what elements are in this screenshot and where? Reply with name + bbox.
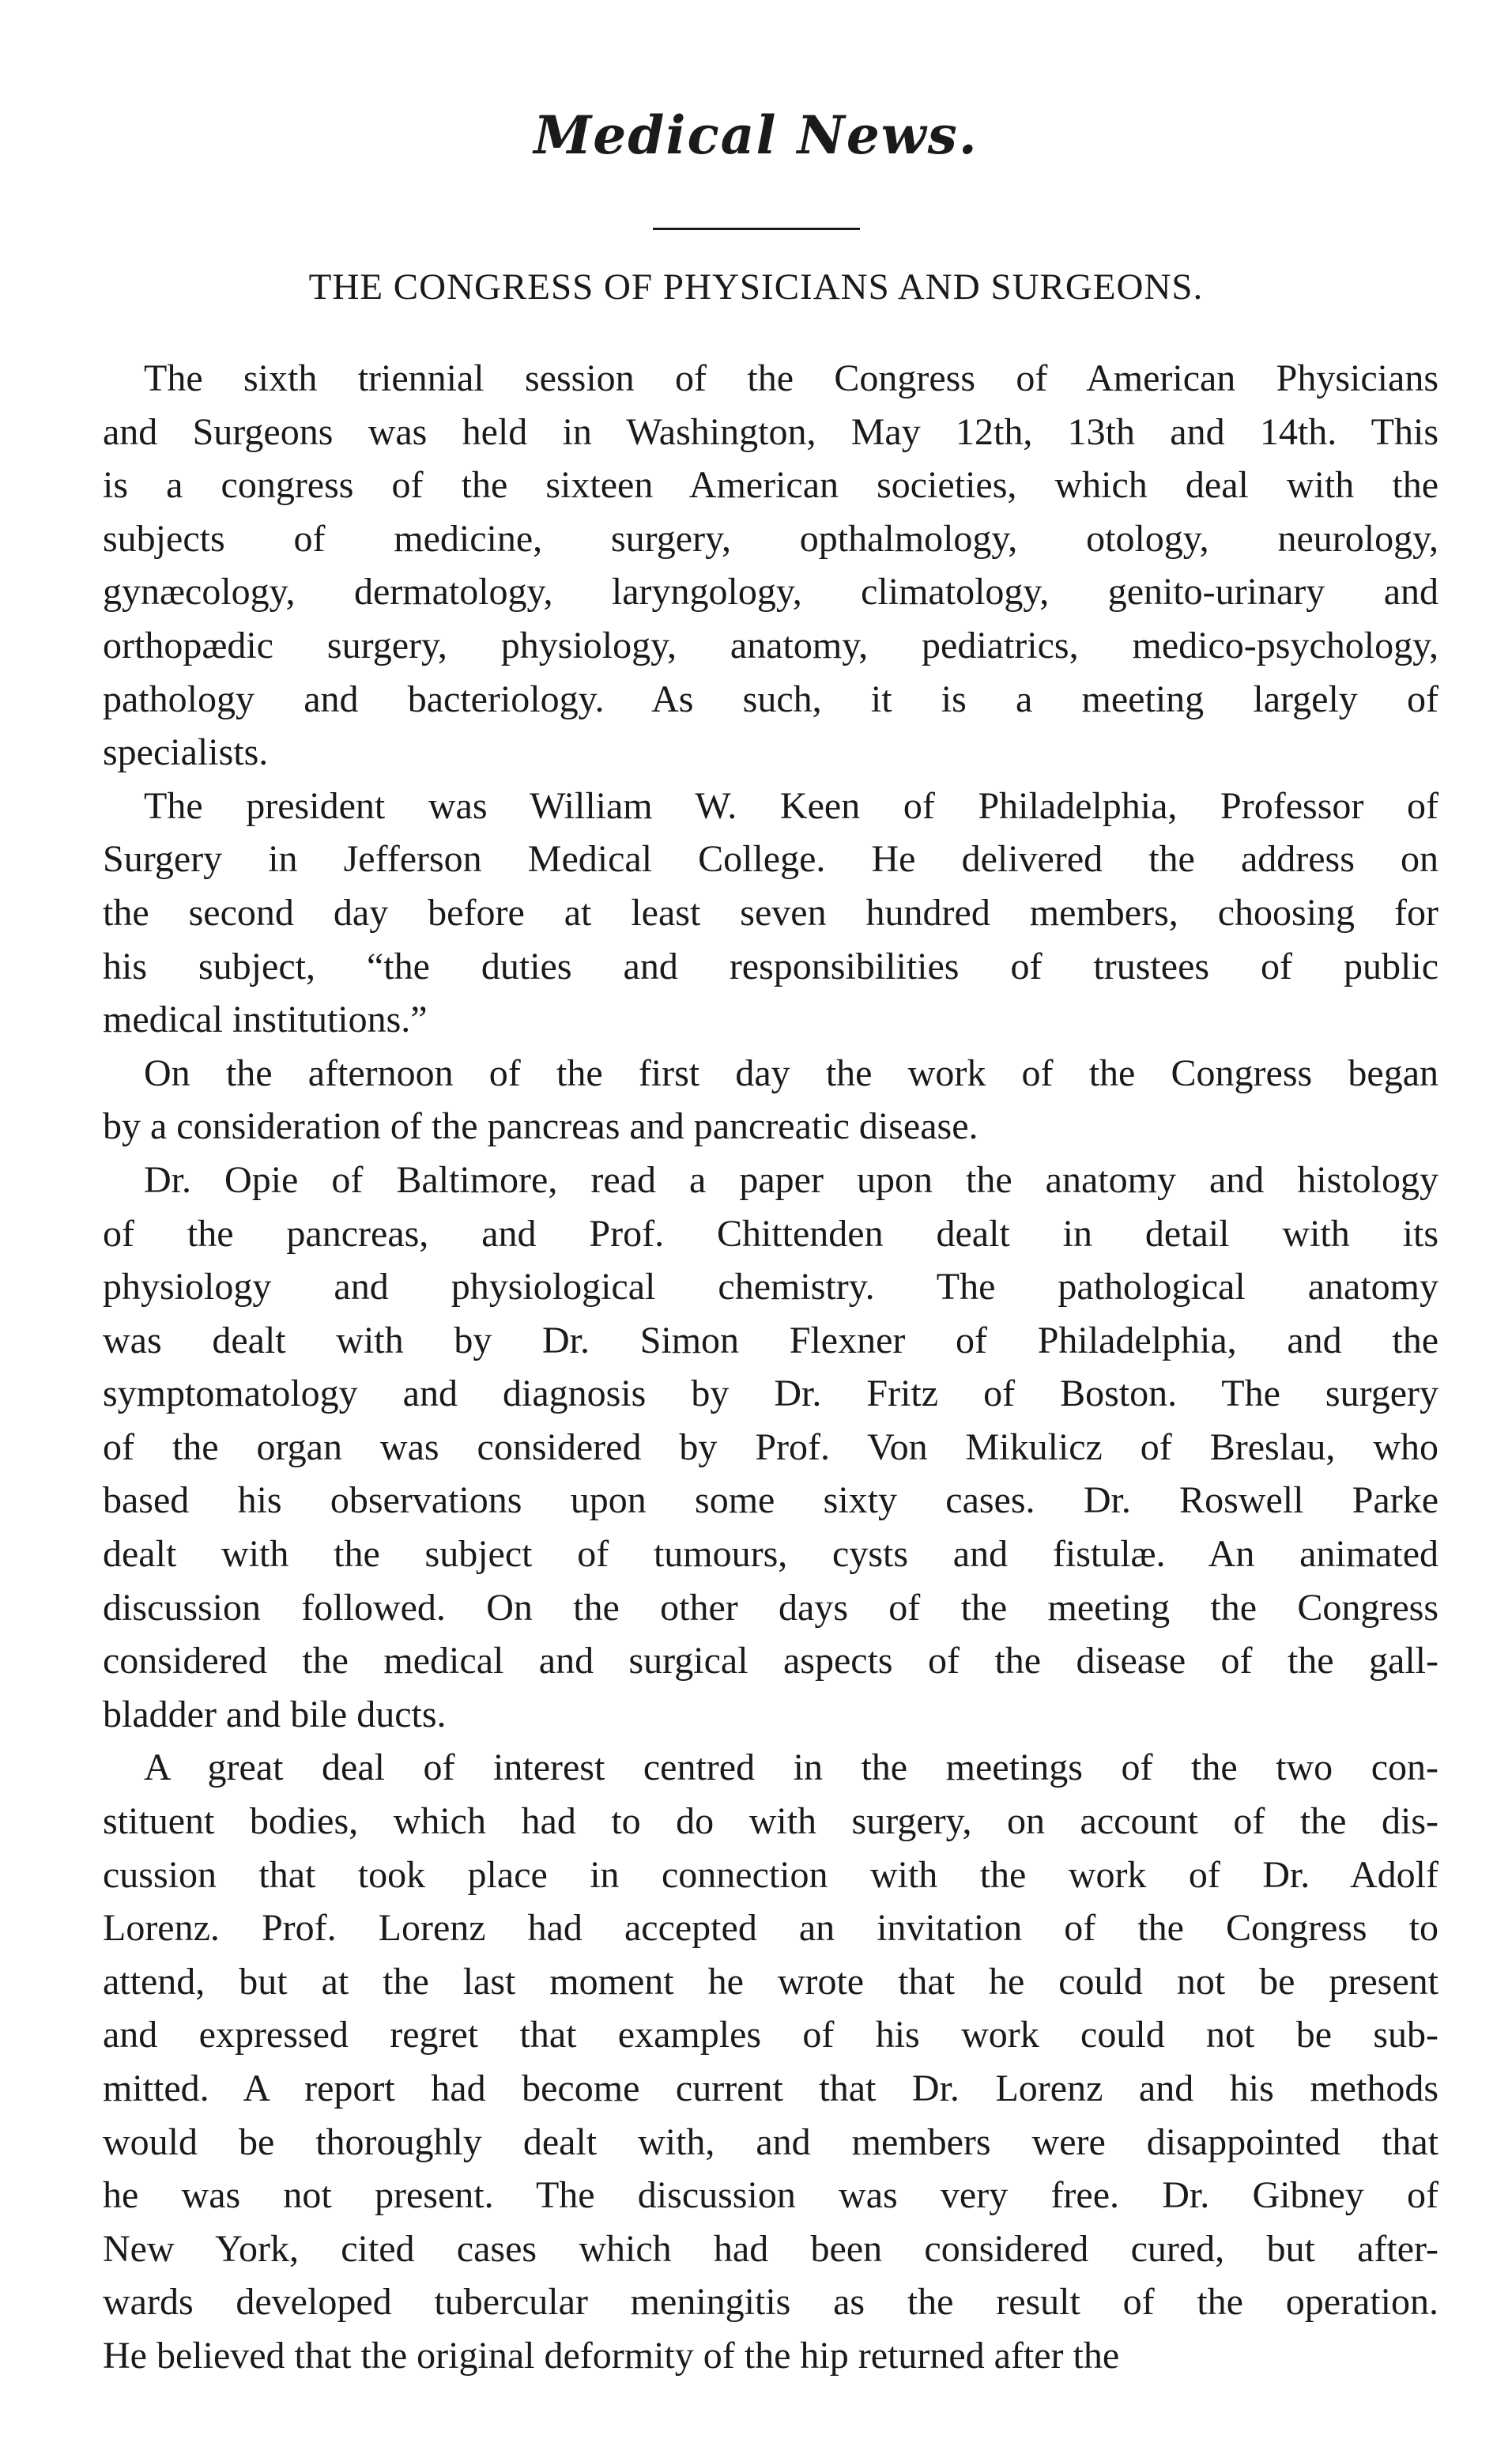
text-line: stituent bodies, which had to do with surgery, on account of the dis-: [103, 1800, 1438, 1843]
text-line: would be thoroughly dealt with, and members were disappointed that: [103, 2120, 1438, 2163]
text-line: and expressed regret that examples of his work could not be sub-: [103, 2014, 1438, 2056]
text-line: wards developed tubercular meningitis as the result of the operation.: [103, 2281, 1438, 2324]
text-line: he was not present. The discussion was very free. Dr. Gibney of: [103, 2174, 1438, 2217]
masthead-title: Medical News.: [534, 104, 978, 166]
text-line: pathology and bacteriology. As such, it is a meeting largely of: [103, 678, 1438, 720]
text-line: medical institutions.”: [103, 999, 428, 1041]
text-line: considered the medical and surgical aspects of the disease of the gall-: [103, 1640, 1438, 1682]
text-line: of the organ was considered by Prof. Von Mikulicz of Breslau, who: [103, 1425, 1438, 1468]
text-line: mitted. A report had become current that Dr. Lorenz and his methods: [103, 2067, 1438, 2109]
text-line: specialists.: [103, 731, 269, 774]
text-line: of the pancreas, and Prof. Chittenden dealt in detail with its: [103, 1212, 1438, 1255]
text-line: was dealt with by Dr. Simon Flexner of Philadelphia, and the: [103, 1319, 1438, 1361]
section-heading: THE CONGRESS OF PHYSICIANS AND SURGEONS.: [308, 266, 1204, 308]
paragraph: [103, 352, 1438, 780]
text-line: dealt with the subject of tumours, cysts and fistulæ. An animated: [103, 1533, 1438, 1576]
text-line: cussion that took place in connection with the work of Dr. Adolf: [103, 1853, 1438, 1896]
text-line: A great deal of interest centred in the meetings of the two con-: [144, 1746, 1438, 1789]
text-line: symptomatology and diagnosis by Dr. Fritz of Boston. The surgery: [103, 1373, 1438, 1415]
paragraph: [103, 1047, 1438, 1154]
text-line: subjects of medicine, surgery, opthalmology, otology, neurology,: [103, 517, 1438, 560]
text-line: discussion followed. On the other days of the meeting the Congress: [103, 1586, 1438, 1629]
article-body: [103, 352, 1438, 2383]
text-line: Lorenz. Prof. Lorenz had accepted an invitation of the Congress to: [103, 1907, 1438, 1950]
text-line: New York, cited cases which had been considered cured, but after-: [103, 2227, 1438, 2270]
text-line: attend, but at the last moment he wrote that he could not be present: [103, 1960, 1438, 2003]
paragraph: [103, 1741, 1438, 2382]
text-line: orthopædic surgery, physiology, anatomy, pediatrics, medico-psychology,: [103, 624, 1438, 666]
paragraph: [103, 1154, 1438, 1742]
text-line: based his observations upon some sixty cases. Dr. Roswell Parke: [103, 1479, 1438, 1522]
text-line: He believed that the original deformity of the hip returned after the: [103, 2334, 1120, 2377]
text-line: his subject, “the duties and responsibilities of trustees of public: [103, 945, 1438, 987]
text-line: the second day before at least seven hundred members, choosing for: [103, 891, 1438, 934]
text-line: physiology and physiological chemistry. The pathological anatomy: [103, 1266, 1438, 1308]
text-line: by a consideration of the pancreas and pancreatic disease.: [103, 1105, 978, 1148]
text-line: is a congress of the sixteen American societies, which deal with the: [103, 464, 1438, 507]
text-line: The sixth triennial session of the Congress of American Physicians: [144, 357, 1438, 399]
paragraph: [103, 780, 1438, 1047]
text-line: On the afternoon of the first day the work of the Congress began: [144, 1052, 1438, 1094]
text-line: The president was William W. Keen of Philadelphia, Professor of: [144, 784, 1438, 827]
text-line: and Surgeons was held in Washington, May 12th, 13th and 14th. This: [103, 410, 1438, 453]
title-divider: [653, 228, 860, 230]
text-line: bladder and bile ducts.: [103, 1693, 447, 1735]
text-line: Surgery in Jefferson Medical College. He delivered the address on: [103, 838, 1438, 881]
text-line: Dr. Opie of Baltimore, read a paper upon the anatomy and histology: [144, 1158, 1438, 1201]
text-line: gynæcology, dermatology, laryngology, climatology, genito-urinary and: [103, 571, 1438, 614]
